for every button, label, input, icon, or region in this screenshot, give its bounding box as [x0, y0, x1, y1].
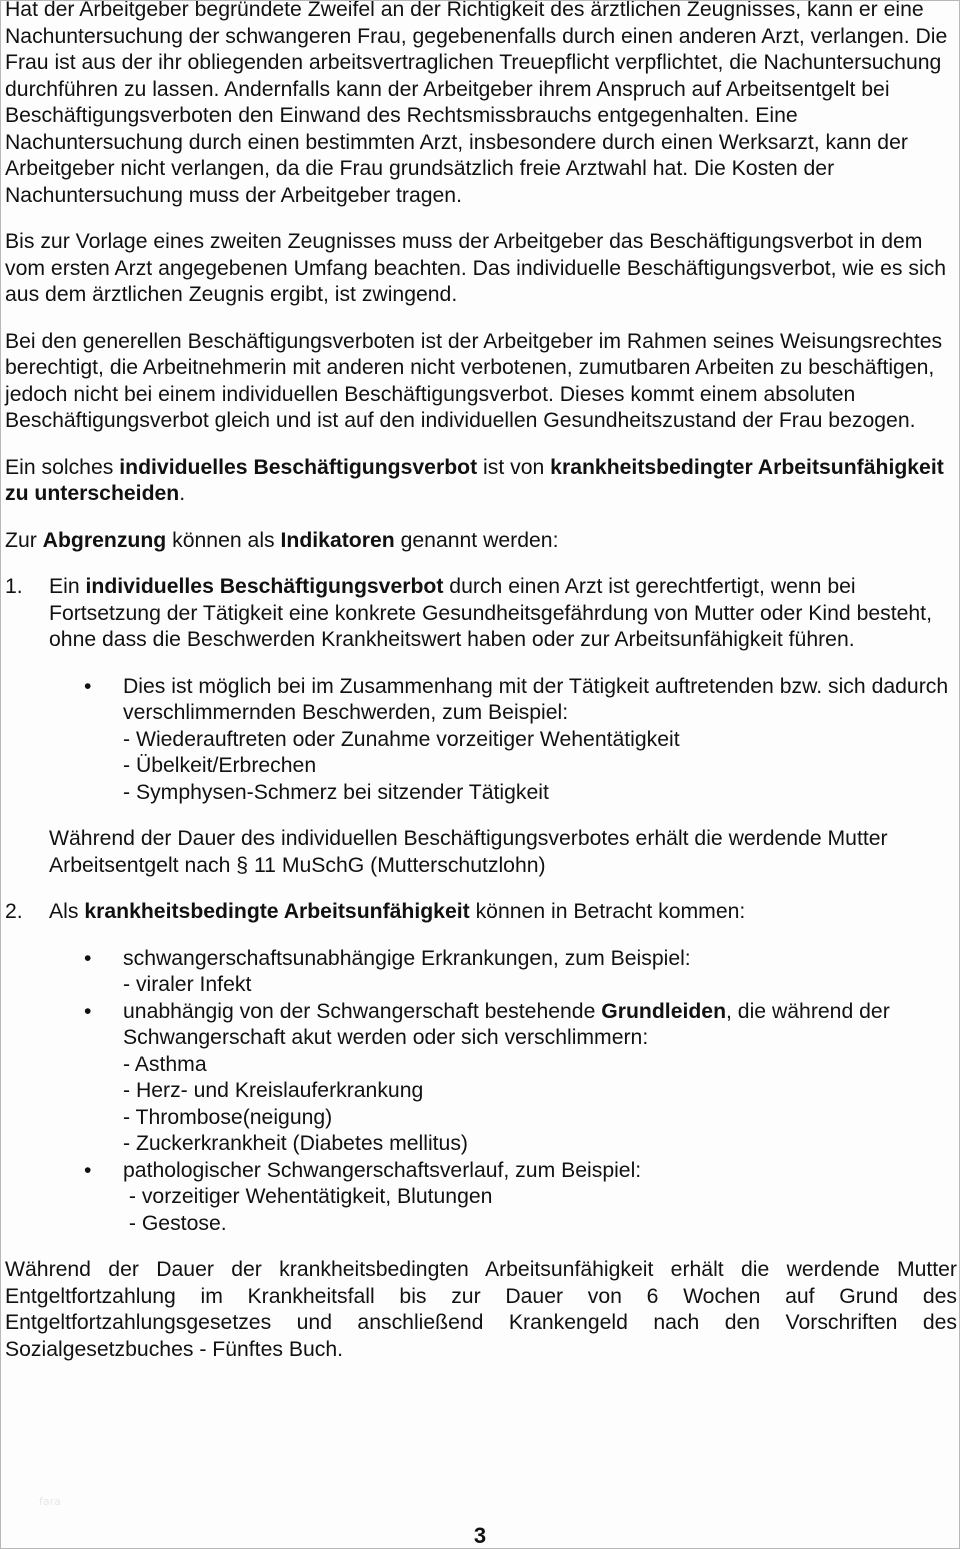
text-run: , die während der Schwangerschaft akut werden oder sich verschlimmern:	[123, 999, 890, 1049]
example-line: - vorzeitiger Wehentätigkeit, Blutungen	[123, 1185, 493, 1208]
text-run: durch einen Arzt ist gerechtfertigt, wenn bei Fortsetzung der Tätigkeit eine konkrete Gesundheitsgefährdung von Mutter oder Kind besteht, ohne dass die Beschwerden Krankheitswert haben oder zur Arbeitsunfähigkeit führen.	[49, 575, 932, 651]
bullet-text: pathologischer Schwangerschaftsverlauf, zum Beispiel:	[123, 1158, 642, 1182]
paragraph-generelle-verbote: Bei den generellen Beschäftigungsverboten ist der Arbeitgeber im Rahmen seines Weisungsrechtes berechtigt, die Arbeitnehmerin mit anderen nicht verbotenen, zumutbaren Arbeiten zu beschäftigen, jedoch nicht bei einem individuellen Beschäftigungsverbot. Dieses kommt einem absoluten Beschäftigungsverbot gleich und ist auf den individuellen Gesundheitszustand der Frau bezogen.	[5, 329, 943, 432]
item-number: 1.	[5, 575, 23, 598]
bullet-item	[5, 674, 957, 807]
bold-term: krankheitsbedingter Arbeitsunfähigkeit zu unterscheiden	[5, 455, 944, 505]
example-line: - Zuckerkrankheit (Diabetes mellitus)	[123, 1132, 468, 1155]
text-run: können als	[166, 528, 281, 552]
bullet-list-item1	[5, 674, 957, 807]
bullet-icon: •	[84, 1158, 92, 1182]
bold-term: individuelles Beschäftigungsverbot	[85, 575, 444, 598]
bullet-text: Dies ist möglich bei im Zusammenhang mit der Tätigkeit auftretenden bzw. sich dadurch verschlimmernden Beschwerden, zum Beispiel:	[123, 674, 949, 724]
example-line: - viraler Infekt	[123, 973, 252, 996]
paragraph-zweites-zeugnis: Bis zur Vorlage eines zweiten Zeugnisses muss der Arbeitgeber das Beschäftigungsverbot in dem vom ersten Arzt angegebenen Umfang beachten. Das individuelle Beschäftigungsverbot, wie es sich aus dem ärztlichen Zeugnis ergibt, ist zwingend.	[5, 230, 947, 306]
example-line: - Asthma	[123, 1052, 207, 1076]
paragraph-entgeltfortzahlung: Während der Dauer der krankheitsbedingten Arbeitsunfähigkeit erhält die werdende Mutter Entgeltfortzahlung im Krankheitsfall bis zur Dauer von 6 Wochen auf Grund des Entgeltfortzahlungsgesetzes und anschließend Krankengeld nach den Vorschriften des Sozialgesetzbuches - Fünftes Buch.	[5, 1258, 957, 1361]
bold-term: Abgrenzung	[42, 528, 167, 552]
bullet-icon: •	[84, 946, 92, 970]
item-number: 2.	[5, 900, 23, 923]
bold-term: individuelles Beschäftigungsverbot	[119, 455, 478, 479]
bullet-item	[5, 1158, 957, 1238]
bold-term: krankheitsbedingte Arbeitsunfähigkeit	[84, 900, 470, 923]
text-run: Ein	[49, 575, 86, 598]
bullet-item	[5, 946, 957, 999]
text-run: genannt werden:	[394, 528, 559, 552]
example-line: - Symphysen-Schmerz bei sitzender Tätigkeit	[123, 780, 549, 804]
text-run: Zur	[5, 528, 43, 552]
paragraph-indikatoren	[5, 528, 957, 555]
paragraph-abgrenzung-intro	[5, 455, 957, 508]
paragraph-nachuntersuchung: Hat der Arbeitgeber begründete Zweifel an der Richtigkeit des ärztlichen Zeugnisses, kann er eine Nachuntersuchung der schwangeren Frau, gegebenenfalls durch einen anderen Arzt, verlangen. Die Frau ist aus der ihr obliegenden arbeitsvertraglichen Treuepflicht verpflichtet, die Nachuntersuchung durchführen zu lassen. Andernfalls kann der Arbeitgeber ihrem Anspruch auf Arbeitsentgelt bei Beschäftigungsverboten den Einwand des Rechtsmissbrauchs entgegenhalten. Eine Nachuntersuchung durch einen bestimmten Arzt, insbesondere durch einen Werksarzt, kann der Arbeitgeber nicht verlangen, da die Frau grundsätzlich freie Arztwahl hat. Die Kosten der Nachuntersuchung muss der Arbeitgeber tragen.	[5, 0, 948, 207]
text-run: .	[179, 482, 186, 505]
watermark: fara	[39, 1495, 61, 1508]
example-line: - Herz- und Kreislauferkrankung	[123, 1079, 424, 1102]
example-line: - Gestose.	[123, 1211, 227, 1235]
example-line: - Wiederauftreten oder Zunahme vorzeitiger Wehentätigkeit	[123, 727, 680, 751]
example-line: - Übelkeit/Erbrechen	[123, 754, 317, 777]
bullet-list-item2	[5, 946, 957, 1238]
bullet-item	[5, 999, 957, 1158]
text-run: unabhängig von der Schwangerschaft bestehende	[123, 999, 602, 1023]
numbered-item-2	[5, 899, 957, 926]
bold-term: Indikatoren	[280, 528, 395, 552]
bullet-icon: •	[84, 999, 92, 1023]
bold-term: Grundleiden	[601, 999, 727, 1023]
bullet-text: schwangerschaftsunabhängige Erkrankungen, zum Beispiel:	[123, 946, 691, 970]
text-run: ist von	[477, 455, 551, 479]
page-number: 3	[473, 1523, 487, 1548]
document-body	[5, 0, 957, 1383]
text-run: können in Betracht kommen:	[469, 900, 746, 923]
text-run: Als	[49, 900, 85, 923]
example-line: - Thrombose(neigung)	[123, 1105, 333, 1129]
numbered-item-1	[5, 574, 957, 654]
bullet-icon: •	[84, 674, 92, 698]
text-run: Ein solches	[5, 455, 120, 479]
paragraph-mutterschutzlohn: Während der Dauer des individuellen Beschäftigungsverbotes erhält die werdende Mutter Arbeitsentgelt nach § 11 MuSchG (Mutterschutzlohn)	[49, 827, 888, 877]
